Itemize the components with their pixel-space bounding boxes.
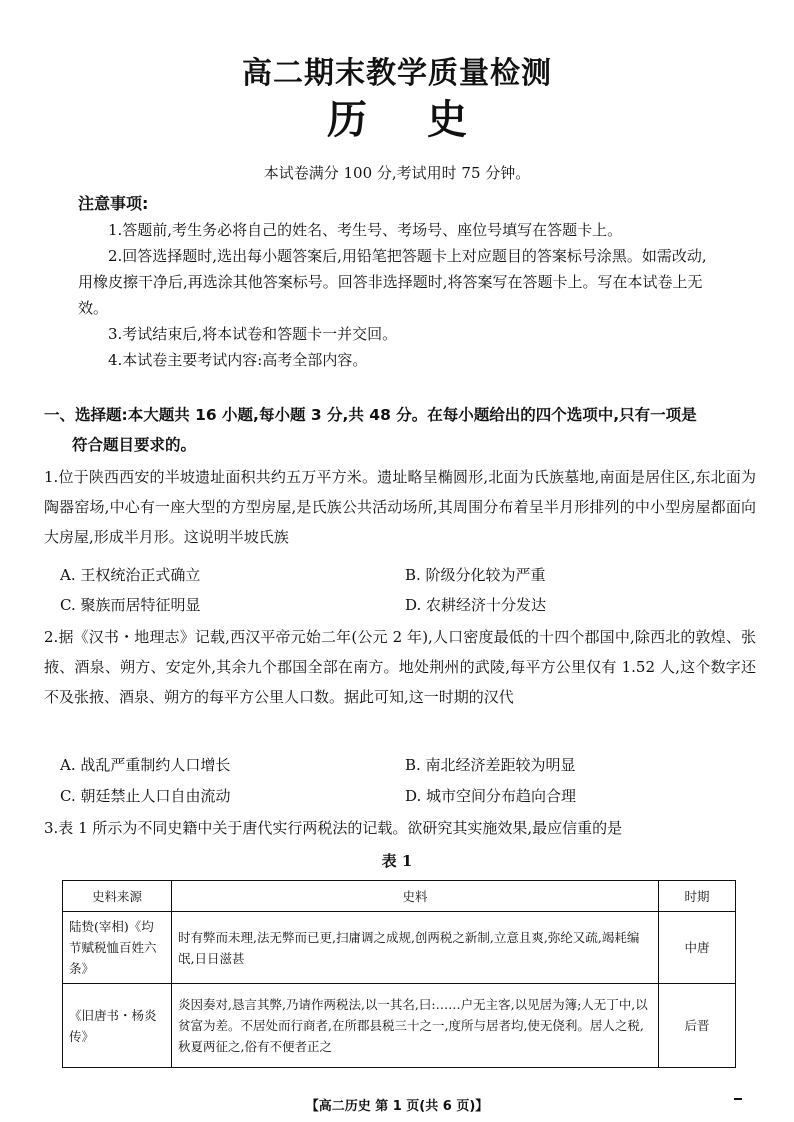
table-cell-period: 中唐	[659, 912, 736, 984]
source-table	[62, 880, 736, 1068]
footer-mark	[734, 1098, 742, 1100]
table-header-source: 史料来源	[63, 881, 172, 912]
note-item: 4.本试卷主要考试内容:高考全部内容。	[108, 351, 368, 369]
table-cell-source: 《旧唐书・杨炎传》	[63, 984, 172, 1068]
exam-title: 高二期末教学质量检测	[242, 56, 552, 91]
note-item: 2.回答选择题时,选出每小题答案后,用铅笔把答题卡上对应题目的答案标号涂黑。如需改动,用橡皮擦干净后,再选涂其他答案标号。回答非选择题时,将答案写在答题卡上。写在本试卷上无效。	[78, 247, 707, 317]
exam-info: 本试卷满分 100 分,考试用时 75 分钟。	[263, 164, 531, 182]
table-cell-period: 后晋	[659, 984, 736, 1068]
table-row	[63, 984, 736, 1068]
table-row	[63, 912, 736, 984]
question-1-option-b: B. 阶级分化较为严重	[405, 566, 546, 584]
question-1-option-a: A. 王权统治正式确立	[60, 566, 201, 584]
question-1-option-c: C. 聚族而居特征明显	[60, 596, 201, 614]
table-header-material: 史料	[172, 881, 659, 912]
question-3-stem: 3.表 1 所示为不同史籍中关于唐代实行两税法的记载。欲研究其实施效果,最应信重的是	[44, 819, 623, 837]
section-heading	[44, 400, 756, 460]
note-item: 3.考试结束后,将本试卷和答题卡一并交回。	[108, 325, 398, 343]
section-heading-line1: 一、选择题:本大题共 16 小题,每小题 3 分,共 48 分。在每小题给出的四个选项中,只有一项是	[44, 406, 697, 424]
question-2-option-c: C. 朝廷禁止人口自由流动	[60, 787, 231, 805]
table-cell-material: 炎因奏对,恳言其弊,乃请作两税法,以一其名,曰:……户无主客,以见居为簿;人无丁中,以贫富为差。不居处而行商者,在所郡县税三十之一,度所与居者均,使无侥利。居人之税,秋夏两征之,俗有不便者正之	[172, 984, 659, 1068]
table-header-period: 时期	[659, 881, 736, 912]
subject-title: 历史	[327, 97, 527, 143]
note-item: 1.答题前,考生务必将自己的姓名、考生号、考场号、座位号填写在答题卡上。	[108, 221, 623, 239]
table-header-row	[63, 881, 736, 912]
table-cell-source: 陆贽(宰相)《均节赋税恤百姓六条》	[63, 912, 172, 984]
question-2-option-a: A. 战乱严重制约人口增长	[60, 756, 231, 774]
question-2-stem: 2.据《汉书・地理志》记载,西汉平帝元始二年(公元 2 年),人口密度最低的十四个郡国中,除西北的敦煌、张掖、酒泉、朔方、安定外,其余九个郡国全部在南方。地处荆州的武陵,每平方公里仅有 1.52 人,这个数字还不及张掖、酒泉、朔方的每平方公里人口数。据此可知,这一时期的汉代	[44, 628, 756, 706]
question-2-option-b: B. 南北经济差距较为明显	[405, 756, 576, 774]
table-cell-material: 时有弊而未理,法无弊而已更,扫庸调之成规,创两税之新制,立意且爽,弥纶又疏,竭耗编氓,日日滋甚	[172, 912, 659, 984]
question-1-stem: 1.位于陕西西安的半坡遗址面积共约五万平方米。遗址略呈椭圆形,北面为氏族墓地,南面是居住区,东北面为陶器窑场,中心有一座大型的方型房屋,是氏族公共活动场所,其周围分布着呈半月形排列的中小型房屋都面向大房屋,形成半月形。这说明半坡氏族	[44, 468, 756, 546]
page-footer: 【高二历史 第 1 页(共 6 页)】	[305, 1099, 489, 1114]
notes-heading: 注意事项:	[78, 194, 149, 213]
question-1-option-d: D. 农耕经济十分发达	[405, 596, 547, 614]
question-2-option-d: D. 城市空间分布趋向合理	[405, 787, 577, 805]
section-heading-line2: 符合题目要求的。	[72, 436, 197, 454]
table-caption: 表 1	[381, 852, 413, 870]
